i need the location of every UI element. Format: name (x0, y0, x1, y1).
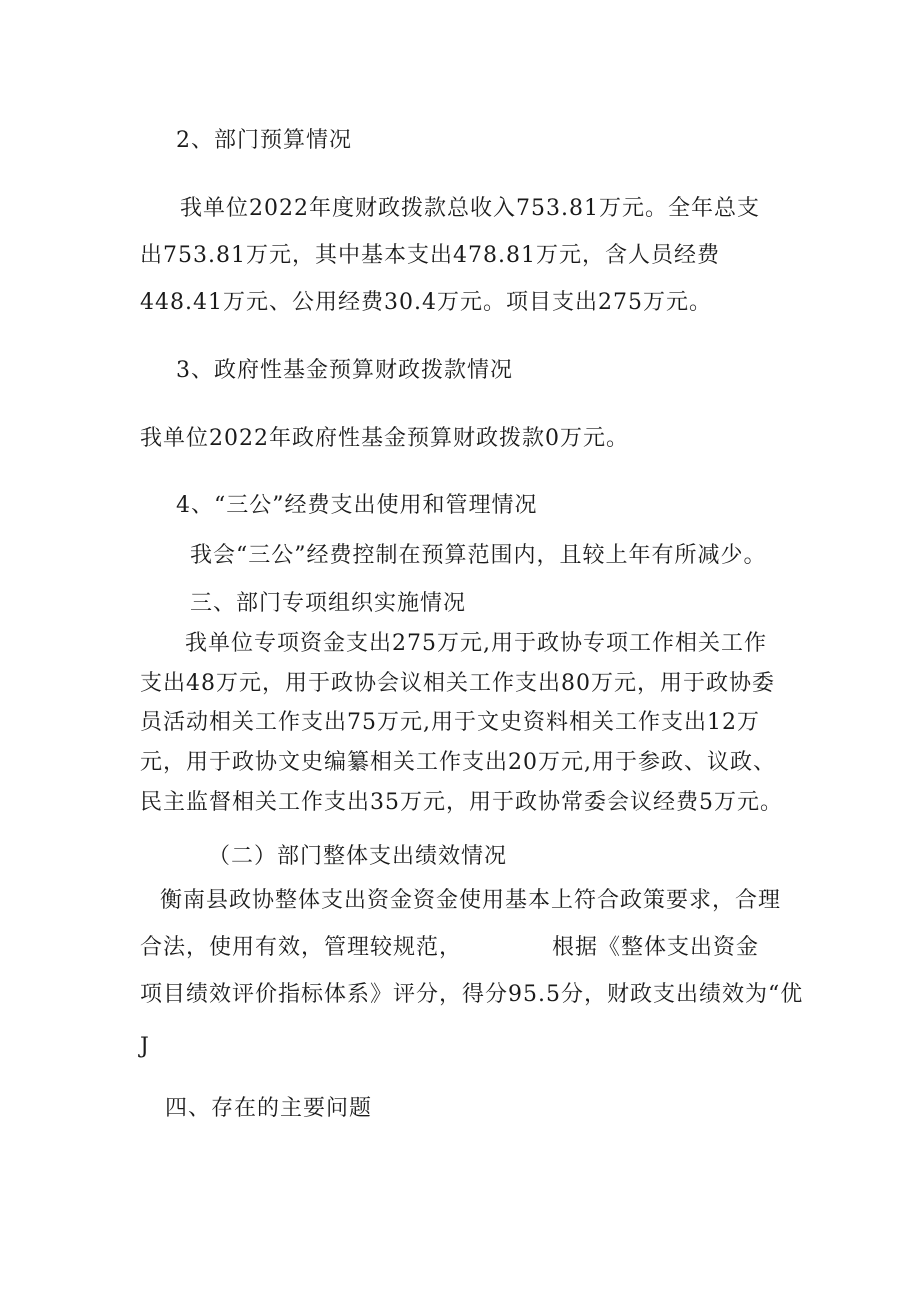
paragraph-line: 出753.81万元，其中基本支出478.81万元，含人员经费 (140, 243, 720, 268)
paragraph-line: 元，用于政协文史编纂相关工作支出20万元,用于参政、议政、 (140, 750, 776, 775)
heading-main-problems: 四、存在的主要问题 (165, 1096, 373, 1121)
paragraph-line: 支出48万元，用于政协会议相关工作支出80万元，用于政协委 (140, 671, 775, 696)
paragraph-line: 我单位专项资金支出275万元,用于政协专项工作相关工作 (185, 631, 767, 656)
paragraph-line: 员活动相关工作支出75万元,用于文史资料相关工作支出12万 (140, 710, 760, 735)
paragraph-line: 合法，使用有效，管理较规范， (140, 935, 463, 960)
paragraph-line: 我会“三公”经费控制在预算范围内，且较上年有所减少。 (190, 543, 767, 568)
heading-department-budget: 2、部门预算情况 (176, 128, 352, 153)
paragraph-line: 衡南县政协整体支出资金资金使用基本上符合政策要求，合理 (160, 888, 782, 913)
paragraph-line: J (140, 1034, 150, 1059)
paragraph-line: 448.41万元、公用经费30.4万元。项目支出275万元。 (140, 290, 712, 315)
heading-overall-performance: （二）部门整体支出绩效情况 (208, 844, 508, 869)
heading-special-projects: 三、部门专项组织实施情况 (190, 591, 467, 616)
paragraph-line: 我单位2022年政府性基金预算财政拨款0万元。 (140, 426, 629, 451)
paragraph-line: 项目绩效评价指标体系》评分，得分95.5分，财政支出绩效为“优 (140, 982, 804, 1007)
paragraph-line: 我单位2022年度财政拨款总收入753.81万元。全年总支 (180, 196, 760, 221)
paragraph-line: 根据《整体支出资金 (552, 935, 760, 960)
paragraph-line: 民主监督相关工作支出35万元，用于政协常委会议经费5万元。 (140, 790, 783, 815)
heading-government-fund: 3、政府性基金预算财政拨款情况 (176, 358, 513, 383)
heading-three-public: 4、“三公”经费支出使用和管理情况 (176, 493, 538, 518)
